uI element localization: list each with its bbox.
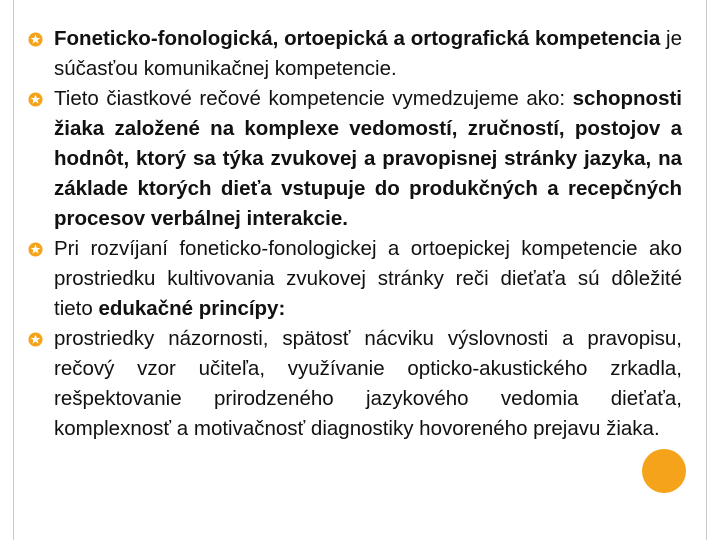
bullet-text: Pri rozvíjaní foneticko-fonologickej a ortoepickej kompetencie ako prostriedku kultivovania zvukovej stránky reči dieťaťa sú dôležité tieto xyxy=(54,237,682,320)
bullet-text: Tieto čiastkové rečové kompetencie vymedzujeme ako: xyxy=(54,87,573,110)
bullet-text-bold: edukačné princípy: xyxy=(98,297,286,320)
star-bullet-icon xyxy=(28,92,43,107)
bullet-text: prostriedky názornosti, spätosť nácviku výslovnosti a pravopisu, rečový vzor učiteľa, využívanie opticko-akustického zrkadla, rešpektovanie prirodzeného jazykového vedomia dieťaťa, komplexnosť a motivačnosť diagnostiky hovoreného prejavu žiaka. xyxy=(54,327,682,440)
bullet-item xyxy=(28,324,682,444)
bullet-item xyxy=(28,234,682,324)
star-bullet-icon xyxy=(28,32,43,47)
star-bullet-icon xyxy=(28,332,43,347)
bullet-item xyxy=(28,84,682,234)
bullet-item xyxy=(28,24,682,84)
frame-right-line xyxy=(706,0,707,540)
decorative-circle-icon xyxy=(642,449,686,493)
star-bullet-icon xyxy=(28,242,43,257)
frame-left-line xyxy=(13,0,14,540)
bullet-text-bold: schopnosti žiaka založené na komplexe vedomostí, zručností, postojov a hodnôt, ktorý sa týka zvukovej a pravopisnej stránky jazyka, na základe ktorých dieťa vstupuje do produkčných a recepčných procesov verbálnej interakcie. xyxy=(54,87,682,230)
bullet-text-bold: Foneticko-fonologická, ortoepická a ortografická kompetencia xyxy=(54,27,661,50)
bullet-text: je súčasťou komunikačnej kompetencie. xyxy=(54,27,682,80)
slide-text-body xyxy=(28,24,682,444)
